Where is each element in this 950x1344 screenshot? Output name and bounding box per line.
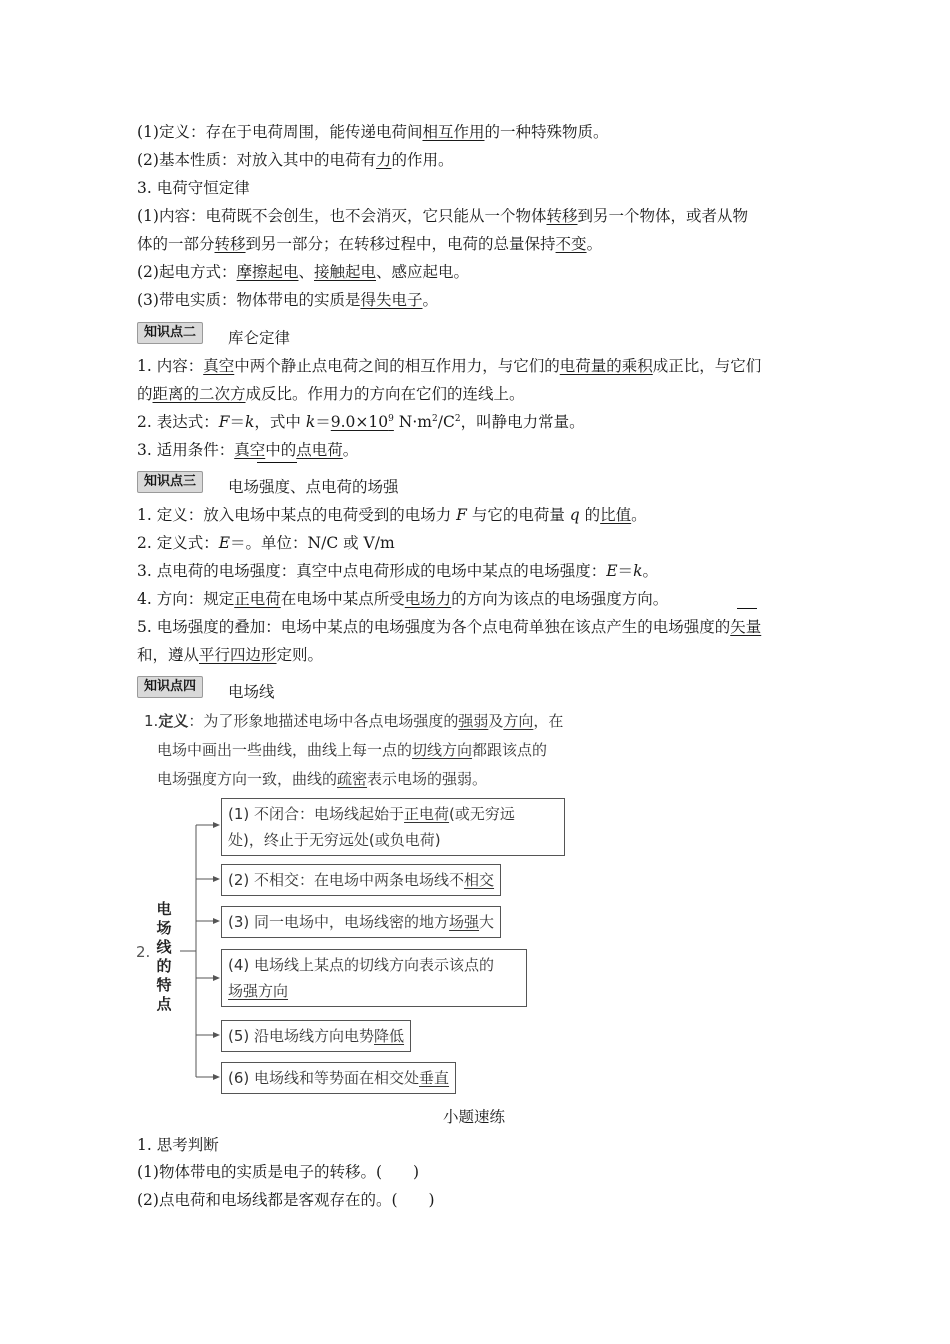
answer-underline: 强弱 [458, 712, 489, 730]
text: 、感应起电。 [376, 263, 470, 281]
answer-underline: 垂直 [419, 1069, 450, 1087]
text: 的 [579, 506, 601, 524]
var: E [606, 562, 618, 580]
text: 在电场中某点所受 [280, 590, 405, 608]
text: 3. 适用条件： [137, 441, 235, 459]
exponent: 2 [454, 413, 461, 424]
text: 到另一部分；在转移过程中，电荷的总量保持 [245, 235, 556, 253]
feature-box [221, 1020, 411, 1052]
answer-underline: 场强 [449, 913, 480, 931]
title-char: 线 [156, 938, 172, 956]
answer-underline: 场强方向 [228, 982, 289, 1000]
text: 2. 定义式： [137, 534, 219, 552]
text: 5. 电场强度的叠加：电场中某点的电场强度为各个点电荷单独在该点产生的电场强度的 [137, 618, 731, 636]
var: q [569, 506, 580, 524]
text: (1) 不闭合：电场线起始于 [228, 805, 405, 823]
text: 1. 定义：放入电场中某点的电荷受到的电场力 [137, 506, 457, 524]
text: 3. 点电荷的电场强度：真空中点电荷形成的电场中某点的电场强度： [137, 562, 607, 580]
answer-underline: 接触起电 [314, 263, 377, 281]
section-tag: 知识点二 [137, 322, 203, 344]
text: 。 [631, 506, 647, 524]
section-title: 电场强度、点电荷的场强 [228, 478, 399, 496]
title-char: 电 [156, 900, 172, 918]
answer-underline: 不变 [555, 235, 587, 253]
answer-underline: 相交 [464, 871, 495, 889]
answer-underline: 电荷量的乘积 [559, 357, 653, 375]
text: 成正比，与它们 [652, 357, 762, 375]
text: (6) 电场线和等势面在相交处 [228, 1069, 420, 1087]
text: (2)基本性质：对放入其中的电荷有 [137, 151, 376, 169]
text: ：为了形象地描述电场中各点电场强度的 [188, 712, 459, 730]
text: 都跟该点的 [472, 741, 548, 759]
text: ，式中 [254, 413, 306, 431]
text: ，在 [533, 712, 564, 730]
text: ＝ [617, 562, 634, 580]
exponent: 2 [432, 413, 438, 424]
text: 到另一个物体，或者从物 [577, 207, 748, 225]
feature-box [221, 864, 501, 896]
answer-underline: 点电荷 [296, 441, 343, 459]
text: ＝。单位：N/C 或 V/m [230, 534, 395, 552]
answer-underline: 平行四边形 [199, 646, 277, 664]
feature-box [221, 798, 565, 856]
bold-term: 定义 [158, 712, 189, 730]
answer-underline: 距离的二次方 [152, 385, 246, 403]
text: (3)带电实质：物体带电的实质是 [137, 291, 361, 309]
text: (2) 不相交：在电场中两条电场线不 [228, 871, 465, 889]
text: 表示电场的强弱。 [367, 770, 488, 788]
section-tag: 知识点四 [137, 676, 203, 698]
answer-underline: 电场力 [404, 590, 452, 608]
answer-underline: 转移 [214, 235, 246, 253]
feature-box [221, 906, 501, 938]
text: N·m [393, 413, 432, 431]
text: 1. [144, 712, 159, 730]
var: F [218, 413, 230, 431]
practice-heading: 小题速练 [443, 1108, 506, 1126]
text: 定则。 [276, 646, 324, 664]
text: 、 [298, 263, 314, 281]
section-title: 电场线 [228, 683, 275, 701]
answer-underline: 方向 [503, 712, 534, 730]
text: 的方向为该点的电场强度方向。 [451, 590, 669, 608]
var: F [456, 506, 467, 524]
text: /C [437, 413, 455, 431]
text: 的一种特殊物质。 [484, 123, 609, 141]
title-char: 场 [156, 919, 172, 937]
var: E [218, 534, 231, 552]
title-char: 特 [156, 976, 172, 994]
var: k [305, 413, 316, 431]
answer-underline: 相互作用 [422, 123, 485, 141]
text: 。 [586, 235, 603, 253]
text: 电场中画出一些曲线，曲线上每一点的 [157, 741, 413, 759]
text: 9.0×10 [330, 413, 389, 431]
answer-underline: 转移 [546, 207, 578, 225]
diagram-number: 2. [136, 943, 151, 961]
text: ＝ [229, 413, 245, 431]
answer-underline: 得失电子 [360, 291, 423, 309]
answer-underline: 正电荷 [234, 590, 281, 608]
text: 。 [422, 291, 438, 309]
diagram-title [154, 900, 174, 1014]
answer-underline: 真空 [234, 441, 266, 459]
text: 1. 内容： [137, 357, 204, 375]
text: 电场强度方向一致，曲线的 [157, 770, 338, 788]
section-title: 库仑定律 [228, 329, 291, 347]
answer-underline: 真空 [203, 357, 235, 375]
text: 的 [137, 385, 153, 403]
text: (1)内容：电荷既不会创生，也不会消灭，它只能从一个物体 [137, 207, 547, 225]
answer-underline: 疏密 [337, 770, 368, 788]
text: 4. 方向：规定 [137, 590, 235, 608]
feature-box [221, 949, 527, 1007]
text: (2)起电方式： [137, 263, 237, 281]
text: (5) 沿电场线方向电势 [228, 1027, 375, 1045]
feature-box [221, 1062, 456, 1094]
answer-underline: 力 [375, 151, 392, 169]
text: 体的一部分 [137, 235, 215, 253]
answer-underline: 比值 [600, 506, 632, 524]
section-tag: 知识点三 [137, 471, 203, 493]
text: (3) 同一电场中，电场线密的地方 [228, 913, 450, 931]
answer-underline: 正电荷 [404, 805, 450, 823]
var: k [245, 413, 255, 431]
text: (1)定义：存在于电荷周围，能传递电荷间 [137, 123, 423, 141]
answer-underline: 摩擦起电 [236, 263, 299, 281]
text: ＝ [315, 413, 331, 431]
exponent: 9 [388, 413, 394, 424]
text: 大 [479, 913, 495, 931]
text: ，叫静电力常量。 [460, 413, 585, 431]
var: k [633, 562, 643, 580]
title-char: 的 [156, 957, 172, 975]
heading-line: 3. 电荷守恒定律 [137, 179, 250, 197]
question: (1)物体带电的实质是电子的转移。( ) [137, 1163, 420, 1181]
text: (4) 电场线上某点的切线方向表示该点的 [228, 956, 495, 974]
text: 。 [342, 441, 359, 459]
text: 中两个静止点电荷之间的相互作用力，与它们的 [234, 357, 560, 375]
text: (或无穷远 [449, 805, 515, 823]
text: 2. 表达式： [137, 413, 219, 431]
text: 的作用。 [391, 151, 454, 169]
text: 处)，终止于无穷远处(或负电荷) [228, 831, 441, 849]
text: 和，遵从 [137, 646, 200, 664]
answer-underline: 降低 [374, 1027, 405, 1045]
text: 成反比。作用力的方向在它们的连线上。 [245, 385, 525, 403]
answer-underline: 矢量 [730, 618, 762, 636]
text: 中的 [265, 441, 297, 459]
question: (2)点电荷和电场线都是客观存在的。( ) [137, 1191, 435, 1209]
text: 与它的电荷量 [466, 506, 570, 524]
title-char: 点 [156, 995, 172, 1013]
answer-underline: 切线方向 [412, 741, 473, 759]
text: 及 [488, 712, 504, 730]
text: 。 [642, 562, 658, 580]
question: 1. 思考判断 [137, 1136, 219, 1154]
